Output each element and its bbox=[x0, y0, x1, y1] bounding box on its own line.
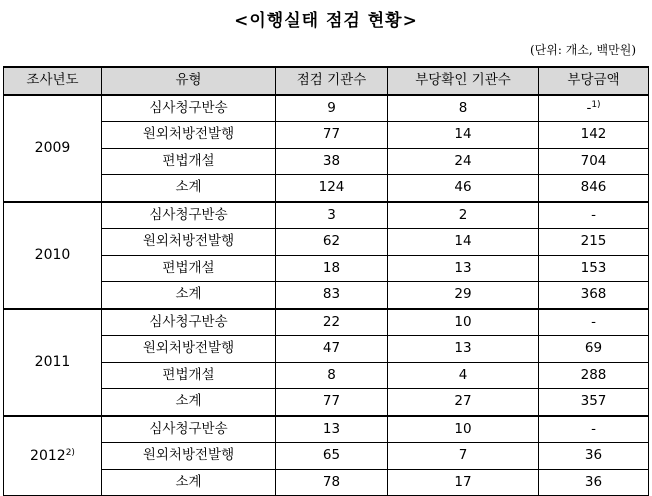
amount-value: 846 bbox=[580, 179, 607, 195]
unit-note: (단위: 개소, 백만원) bbox=[530, 43, 636, 57]
amount-value: 368 bbox=[580, 286, 607, 302]
year-cell bbox=[4, 416, 102, 496]
amount-value: 357 bbox=[580, 393, 607, 409]
amount-cell bbox=[539, 336, 649, 363]
amount-cell bbox=[539, 122, 649, 149]
amount-value: 153 bbox=[580, 259, 607, 276]
inspected-count-cell: 124 bbox=[276, 175, 388, 202]
type-cell: 심사청구반송 bbox=[102, 95, 276, 122]
year-cell bbox=[4, 95, 102, 202]
confirmed-count-cell: 8 bbox=[388, 95, 539, 122]
type-cell: 소계 bbox=[102, 282, 276, 309]
confirmed-count-cell: 14 bbox=[388, 229, 539, 256]
amount-cell bbox=[539, 309, 649, 336]
amount-value: 142 bbox=[580, 126, 607, 142]
header-year: 조사년도 bbox=[4, 67, 102, 95]
confirmed-count-cell: 29 bbox=[388, 282, 539, 309]
inspected-count-cell: 77 bbox=[276, 122, 388, 149]
table-row bbox=[4, 416, 649, 443]
amount-cell bbox=[539, 282, 649, 309]
year-cell bbox=[4, 202, 102, 309]
inspected-count-cell: 47 bbox=[276, 336, 388, 363]
amount-cell bbox=[539, 255, 649, 282]
inspected-count-cell: 65 bbox=[276, 443, 388, 470]
amount-cell bbox=[539, 416, 649, 443]
type-cell: 소계 bbox=[102, 175, 276, 202]
year-value: 2012 bbox=[30, 447, 66, 464]
inspected-count-cell: 38 bbox=[276, 148, 388, 175]
amount-value: 36 bbox=[584, 473, 603, 490]
amount-footnote-marker: 1) bbox=[591, 100, 601, 110]
amount-value: 69 bbox=[584, 340, 603, 356]
inspected-count-cell: 18 bbox=[276, 255, 388, 282]
header-row bbox=[4, 67, 649, 95]
type-cell: 원외처방전발행 bbox=[102, 122, 276, 149]
amount-value: - bbox=[586, 100, 592, 116]
type-cell: 심사청구반송 bbox=[102, 416, 276, 443]
confirmed-count-cell: 4 bbox=[388, 362, 539, 389]
inspected-count-cell: 62 bbox=[276, 229, 388, 256]
amount-cell bbox=[539, 229, 649, 256]
confirmed-count-cell: 14 bbox=[388, 122, 539, 149]
table-body bbox=[4, 95, 649, 496]
amount-value: 288 bbox=[580, 366, 607, 383]
inspected-count-cell: 3 bbox=[276, 202, 388, 229]
type-cell: 소계 bbox=[102, 469, 276, 496]
inspected-count-cell: 22 bbox=[276, 309, 388, 336]
inspected-count-cell: 13 bbox=[276, 416, 388, 443]
page-title: <이행실태 점검 현황> bbox=[234, 11, 418, 31]
amount-value: 704 bbox=[580, 152, 607, 169]
year-value: 2009 bbox=[34, 140, 71, 156]
amount-cell bbox=[539, 175, 649, 202]
type-cell: 원외처방전발행 bbox=[102, 336, 276, 363]
confirmed-count-cell: 7 bbox=[388, 443, 539, 470]
year-value: 2010 bbox=[34, 247, 71, 263]
type-cell: 원외처방전발행 bbox=[102, 443, 276, 470]
inspected-count-cell: 77 bbox=[276, 389, 388, 416]
year-value: 2011 bbox=[34, 354, 71, 370]
type-cell: 편법개설 bbox=[102, 148, 276, 175]
amount-cell bbox=[539, 95, 649, 122]
amount-value: - bbox=[591, 206, 596, 223]
confirmed-count-cell: 10 bbox=[388, 416, 539, 443]
confirmed-count-cell: 2 bbox=[388, 202, 539, 229]
header-type: 유형 bbox=[102, 67, 276, 95]
year-footnote-marker: 2) bbox=[65, 447, 75, 458]
confirmed-count-cell: 24 bbox=[388, 148, 539, 175]
type-cell: 심사청구반송 bbox=[102, 202, 276, 229]
inspected-count-cell: 9 bbox=[276, 95, 388, 122]
inspection-table bbox=[3, 66, 649, 496]
amount-value: 36 bbox=[584, 447, 603, 463]
type-cell: 편법개설 bbox=[102, 362, 276, 389]
amount-cell bbox=[539, 148, 649, 175]
inspected-count-cell: 78 bbox=[276, 469, 388, 496]
confirmed-count-cell: 13 bbox=[388, 255, 539, 282]
confirmed-count-cell: 46 bbox=[388, 175, 539, 202]
amount-cell bbox=[539, 202, 649, 229]
header-confirmed-count: 부당확인 기관수 bbox=[388, 67, 539, 95]
amount-value: 215 bbox=[580, 233, 607, 249]
table-row bbox=[4, 95, 649, 122]
amount-value: - bbox=[591, 420, 596, 437]
inspected-count-cell: 83 bbox=[276, 282, 388, 309]
table-row bbox=[4, 202, 649, 229]
amount-cell bbox=[539, 389, 649, 416]
amount-cell bbox=[539, 362, 649, 389]
type-cell: 원외처방전발행 bbox=[102, 229, 276, 256]
confirmed-count-cell: 13 bbox=[388, 336, 539, 363]
year-cell bbox=[4, 309, 102, 416]
type-cell: 심사청구반송 bbox=[102, 309, 276, 336]
confirmed-count-cell: 10 bbox=[388, 309, 539, 336]
header-amount: 부당금액 bbox=[539, 67, 649, 95]
amount-cell bbox=[539, 469, 649, 496]
inspected-count-cell: 8 bbox=[276, 362, 388, 389]
type-cell: 소계 bbox=[102, 389, 276, 416]
table-row bbox=[4, 309, 649, 336]
amount-value: - bbox=[591, 313, 596, 330]
amount-cell bbox=[539, 443, 649, 470]
header-inspected-count: 점검 기관수 bbox=[276, 67, 388, 95]
type-cell: 편법개설 bbox=[102, 255, 276, 282]
confirmed-count-cell: 27 bbox=[388, 389, 539, 416]
confirmed-count-cell: 17 bbox=[388, 469, 539, 496]
